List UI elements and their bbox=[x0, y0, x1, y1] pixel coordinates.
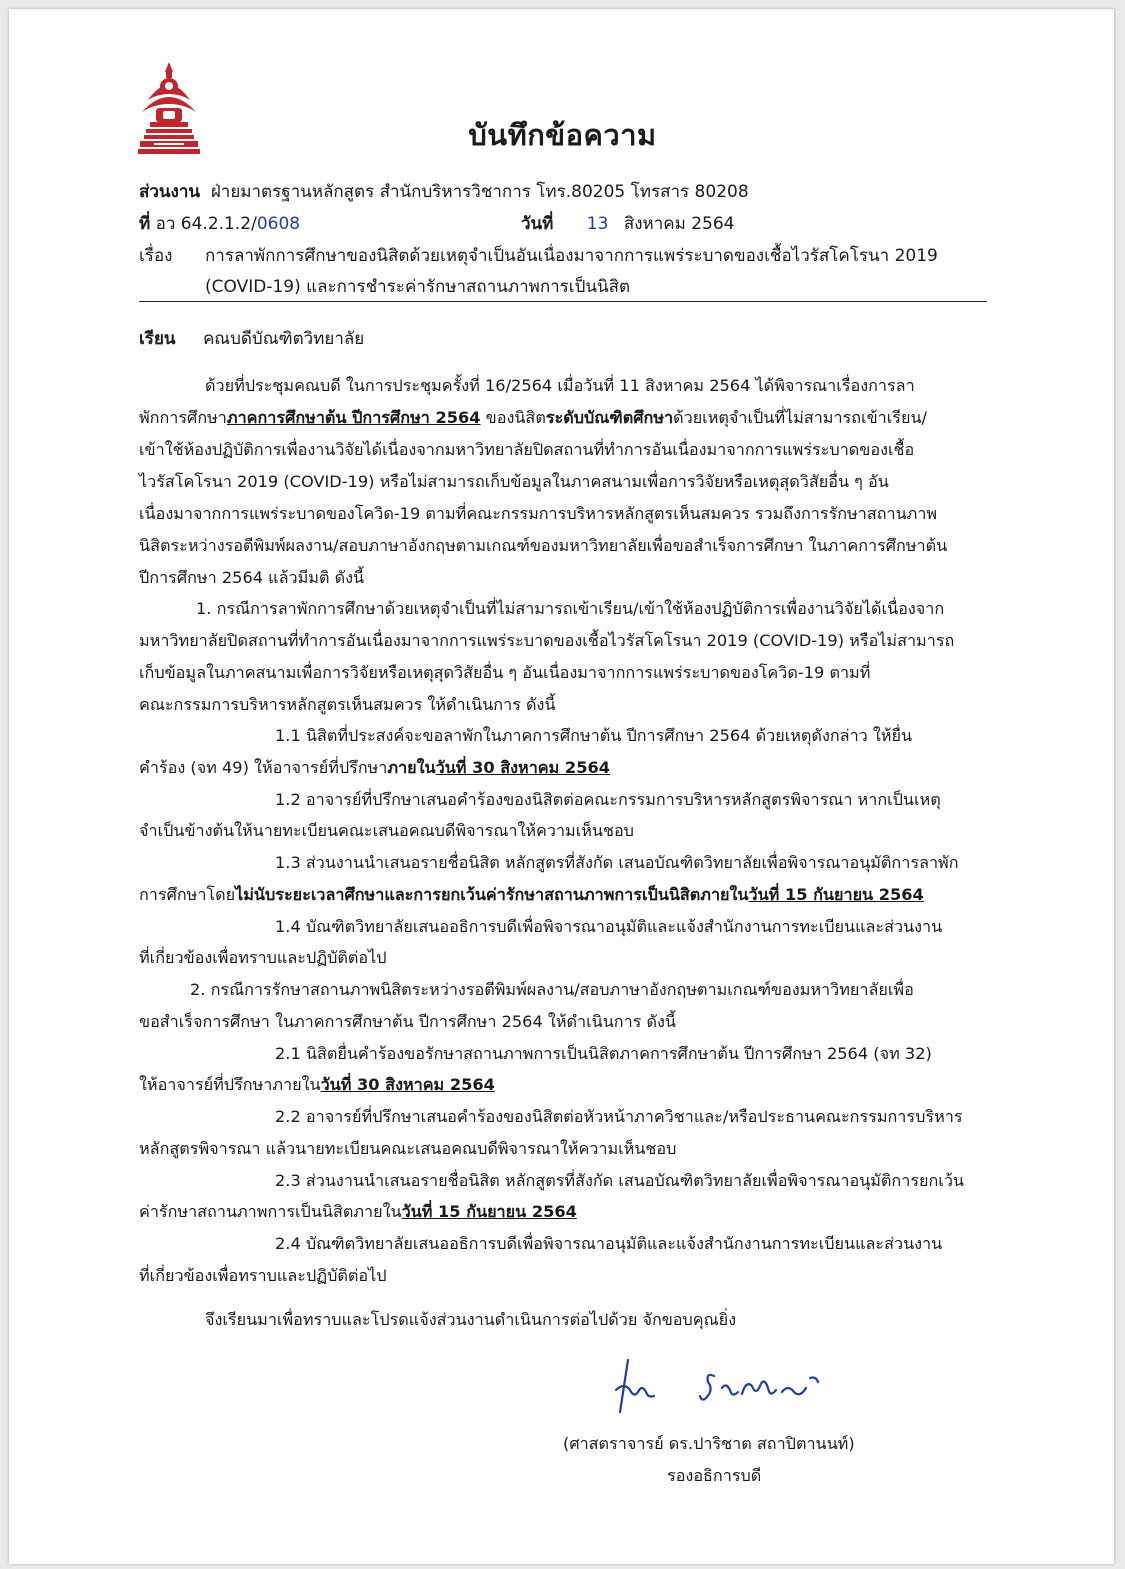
body-line: เข้าใช้ห้องปฏิบัติการเพื่องานวิจัยได้เนื่องจากมหาวิทยาลัยปิดสถานที่ทำการอันเนื่องมาจากการแพร่ระบาดของเชื้อ bbox=[139, 440, 915, 459]
body-line: การศึกษาโดยไม่นับระยะเวลาศึกษาและการยกเว้นค่ารักษาสถานภาพการเป็นนิสิตภายในวันที่ 15 กันยายน 2564 bbox=[139, 885, 924, 904]
body-line: นิสิตระหว่างรอตีพิมพ์ผลงาน/สอบภาษาอังกฤษตามเกณฑ์ของมหาวิทยาลัยเพื่อขอสำเร็จการศึกษา ในภาคการศึกษาต้น bbox=[139, 536, 948, 555]
handwritten-signature bbox=[610, 1346, 830, 1426]
reference-label: ที่ bbox=[139, 214, 151, 234]
department-value: ฝ่ายมาตรฐานหลักสูตร สำนักบริหารวิชาการ โทร.80205 โทรสาร 80208 bbox=[210, 182, 749, 202]
signer-title: รองอธิการบดี bbox=[667, 1466, 762, 1485]
item-1-2: 1.2 อาจารย์ที่ปรึกษาเสนอคำร้องของนิสิตต่อคณะกรรมการบริหารหลักสูตรพิจารณา หากเป็นเหตุ bbox=[275, 790, 941, 809]
item-1-3: 1.3 ส่วนงานนำเสนอรายชื่อนิสิต หลักสูตรที่สังกัด เสนอบัณฑิตวิทยาลัยเพื่อพิจารณาอนุมัติการลาพัก bbox=[275, 853, 959, 872]
reference-number: 0608 bbox=[256, 214, 301, 234]
reference-prefix: อว 64.2.1.2/ bbox=[155, 214, 257, 234]
body-line: ขอสำเร็จการศึกษา ในภาคการศึกษาต้น ปีการศึกษา 2564 ให้ดำเนินการ ดังนี้ bbox=[139, 1012, 676, 1031]
body-line: ไวรัสโคโรนา 2019 (COVID-19) หรือไม่สามารถเก็บข้อมูลในภาคสนามเพื่อการวิจัยหรือเหตุสุดวิสัยอื่น ๆ อัน bbox=[139, 472, 889, 491]
department-row bbox=[139, 181, 749, 203]
section-1-heading: 1. กรณีการลาพักการศึกษาด้วยเหตุจำเป็นที่ไม่สามารถเข้าเรียน/เข้าใช้ห้องปฏิบัติการเพื่องานวิจัยได้เนื่องจาก bbox=[196, 599, 945, 618]
body-line: คณะกรรมการบริหารหลักสูตรเห็นสมควร ให้ดำเนินการ ดังนี้ bbox=[139, 695, 556, 714]
body-line: หลักสูตรพิจารณา แล้วนายทะเบียนคณะเสนอคณบดีพิจารณาให้ความเห็นชอบ bbox=[139, 1139, 677, 1158]
section-2-heading: 2. กรณีการรักษาสถานภาพนิสิตระหว่างรอตีพิมพ์ผลงาน/สอบภาษาอังกฤษตามเกณฑ์ของมหาวิทยาลัยเพื่อ bbox=[190, 980, 914, 999]
closing-line: จึงเรียนมาเพื่อทราบและโปรดแจ้งส่วนงานดำเนินการต่อไปด้วย จักขอบคุณยิ่ง bbox=[205, 1310, 737, 1329]
date-day: 13 bbox=[586, 214, 609, 234]
subject-label: เรื่อง bbox=[139, 246, 173, 266]
body-line: ที่เกี่ยวข้องเพื่อทราบและปฏิบัติต่อไป bbox=[139, 948, 387, 967]
item-2-2: 2.2 อาจารย์ที่ปรึกษาเสนอคำร้องของนิสิตต่อหัวหน้าภาควิชาและ/หรือประธานคณะกรรมการบริหาร bbox=[275, 1107, 963, 1126]
addressee-label: เรียน bbox=[139, 329, 176, 349]
reference-row bbox=[139, 213, 300, 235]
subject-line-2: (COVID-19) และการชำระค่ารักษาสถานภาพการเป็นนิสิต bbox=[205, 277, 631, 297]
body-line: ค่ารักษาสถานภาพการเป็นนิสิตภายในวันที่ 15 กันยายน 2564 bbox=[139, 1202, 577, 1221]
addressee-row bbox=[139, 328, 364, 350]
body-line: ให้อาจารย์ที่ปรึกษาภายในวันที่ 30 สิงหาคม 2564 bbox=[139, 1075, 495, 1094]
body-line: จำเป็นข้างต้นให้นายทะเบียนคณะเสนอคณบดีพิจารณาให้ความเห็นชอบ bbox=[139, 821, 634, 840]
addressee-value: คณบดีบัณฑิตวิทยาลัย bbox=[202, 329, 365, 349]
department-label: ส่วนงาน bbox=[139, 182, 201, 202]
body-line: เนื่องมาจากการแพร่ระบาดของโควิด-19 ตามที่คณะกรรมการบริหารหลักสูตรเห็นสมควร รวมถึงการรักษาสถานภาพ bbox=[139, 504, 938, 523]
memo-title: บันทึกข้อความ bbox=[468, 118, 657, 152]
body-line: ด้วยที่ประชุมคณบดี ในการประชุมครั้งที่ 16/2564 เมื่อวันที่ 11 สิงหาคม 2564 ได้พิจารณาเรื่องการลา bbox=[205, 376, 915, 395]
header-divider bbox=[139, 301, 987, 302]
signer-name: (ศาสตราจารย์ ดร.ปาริชาต สถาปิตานนท์) bbox=[563, 1434, 855, 1453]
subject-line-1: การลาพักการศึกษาของนิสิตด้วยเหตุจำเป็นอันเนื่องมาจากการแพร่ระบาดของเชื้อไวรัสโคโรนา 2019 bbox=[205, 246, 938, 266]
item-2-1: 2.1 นิสิตยื่นคำร้องขอรักษาสถานภาพการเป็นนิสิตภาคการศึกษาต้น ปีการศึกษา 2564 (จท 32) bbox=[275, 1044, 932, 1063]
date-row bbox=[521, 213, 735, 235]
item-1-1: 1.1 นิสิตที่ประสงค์จะขอลาพักในภาคการศึกษาต้น ปีการศึกษา 2564 ด้วยเหตุดังกล่าว ให้ยื่น bbox=[275, 726, 913, 745]
body-line: คำร้อง (จท 49) ให้อาจารย์ที่ปรึกษาภายในวันที่ 30 สิงหาคม 2564 bbox=[139, 758, 610, 777]
body-line: พักการศึกษาภาคการศึกษาต้น ปีการศึกษา 2564 ของนิสิตระดับบัณฑิตศึกษาด้วยเหตุจำเป็นที่ไม่สามารถเข้าเรียน/ bbox=[139, 408, 927, 427]
item-2-4: 2.4 บัณฑิตวิทยาลัยเสนออธิการบดีเพื่อพิจารณาอนุมัติและแจ้งสำนักงานการทะเบียนและส่วนงาน bbox=[275, 1234, 943, 1253]
body-line: ปีการศึกษา 2564 แล้วมีมติ ดังนี้ bbox=[139, 568, 365, 587]
item-1-4: 1.4 บัณฑิตวิทยาลัยเสนออธิการบดีเพื่อพิจารณาอนุมัติและแจ้งสำนักงานการทะเบียนและส่วนงาน bbox=[275, 917, 943, 936]
body-line: เก็บข้อมูลในภาคสนามเพื่อการวิจัยหรือเหตุสุดวิสัยอื่น ๆ อันเนื่องมาจากการแพร่ระบาดของโควิด-19 ตามที่ bbox=[139, 663, 871, 682]
body-line: ที่เกี่ยวข้องเพื่อทราบและปฏิบัติต่อไป bbox=[139, 1266, 387, 1285]
date-label: วันที่ bbox=[521, 214, 554, 234]
item-2-3: 2.3 ส่วนงานนำเสนอรายชื่อนิสิต หลักสูตรที่สังกัด เสนอบัณฑิตวิทยาลัยเพื่อพิจารณาอนุมัติการยกเว้น bbox=[275, 1171, 964, 1190]
date-month-year: สิงหาคม 2564 bbox=[623, 214, 735, 234]
body-line: มหาวิทยาลัยปิดสถานที่ทำการอันเนื่องมาจากการแพร่ระบาดของเชื้อไวรัสโคโรนา 2019 (COVID-19) หรือไม่สามารถ bbox=[139, 631, 955, 650]
